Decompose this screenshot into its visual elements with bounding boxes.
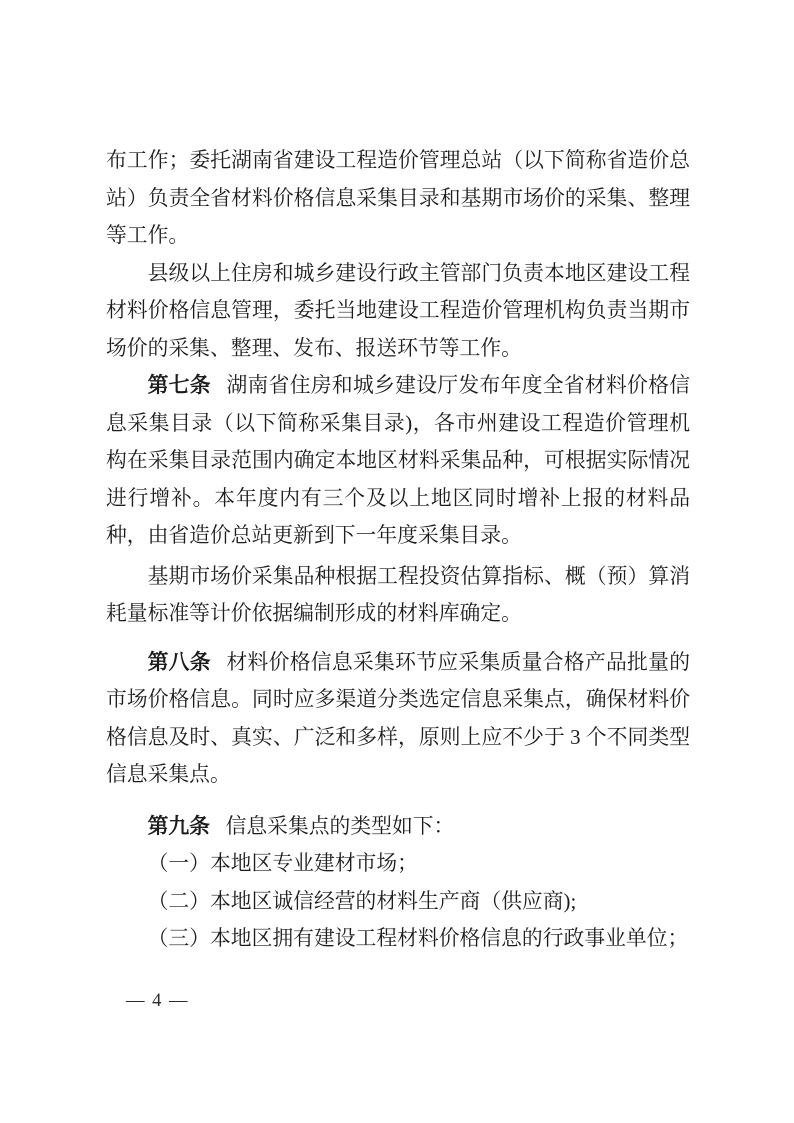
list-item-2: （二）本地区诚信经营的材料生产商（供应商); <box>147 889 577 913</box>
article-9-heading <box>106 808 690 846</box>
list-item-1: （一）本地区专业建材市场； <box>147 852 418 875</box>
list-item-3: （三）本地区拥有建设工程材料价格信息的行政事业单位； <box>147 927 689 950</box>
article-7-number: 第七条 <box>147 374 211 397</box>
article-8-number: 第八条 <box>147 650 211 674</box>
article-9-text: 信息采集点的类型如下： <box>225 814 455 838</box>
article-9-number: 第九条 <box>147 814 210 838</box>
article-8-paragraph <box>106 644 690 794</box>
page-number: — 4 — <box>126 991 189 1011</box>
article-7-paragraph <box>106 367 690 555</box>
article-7-text: 湖南省住房和城乡建设厅发布年度全省材料价格信息采集目录（以下简称采集目录)，各市州建设工程造价管理机构在采集目录范围内确定本地区材料采集品种，可根据实际情况进行增补。本年度内有三个及以上地区同时增补上报的材料品种，由省造价总站更新到下一年度采集目录。 <box>106 374 691 547</box>
paragraph-base-period-price: 基期市场价采集品种根据工程投资估算指标、概（预）算消耗量标准等计价依据编制形成的材料库确定。 <box>106 564 690 625</box>
article-8-text: 材料价格信息采集环节应采集质量合格产品批量的市场价格信息。同时应多渠道分类选定信息采集点，确保材料价格信息及时、真实、广泛和多样，原则上应不少于 3 个不同类型信息采集点。 <box>106 650 691 786</box>
document-body <box>106 142 690 958</box>
paragraph-publish-duties: 布工作；委托湖南省建设工程造价管理总站（以下简称省造价总站）负责全省材料价格信息采集目录和基期市场价的采集、整理等工作。 <box>106 149 690 247</box>
paragraph-county-duties: 县级以上住房和城乡建设行政主管部门负责本地区建设工程材料价格信息管理，委托当地建设工程造价管理机构负责当期市场价的采集、整理、发布、报送环节等工作。 <box>106 261 690 360</box>
